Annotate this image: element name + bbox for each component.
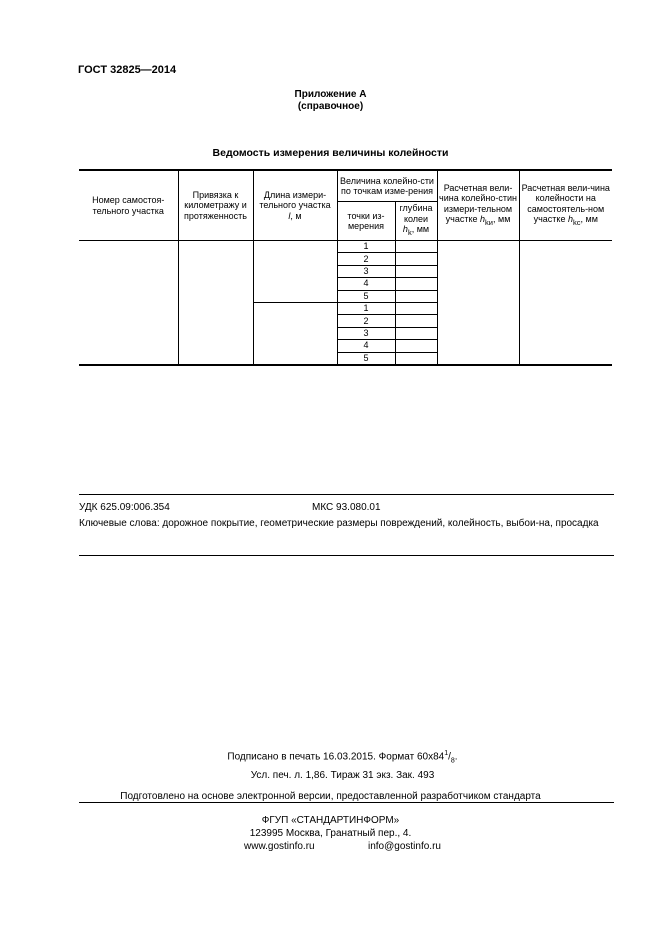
- email-link[interactable]: info@gostinfo.ru: [368, 841, 441, 852]
- depth-cell: [395, 302, 437, 314]
- standard-header: ГОСТ 32825—2014: [78, 64, 177, 76]
- col-header-depth: глубина колеи $h_k$, мм: [395, 202, 437, 241]
- mks-code: МКС 93.080.01: [312, 502, 381, 513]
- depth-cell: [395, 290, 437, 302]
- col-header-section-number: Номер самостоя-тельного участка: [79, 170, 178, 241]
- depth-cell: [395, 340, 437, 352]
- point-number: 3: [337, 327, 395, 339]
- udk-code: УДК 625.09:006.354: [79, 502, 170, 513]
- sheets-line: Усл. печ. л. 1,86. Тираж 31 экз. Зак. 493: [250, 770, 435, 781]
- point-number: 5: [337, 290, 395, 302]
- depth-cell: [395, 241, 437, 253]
- address: 123995 Москва, Гранатный пер., 4.: [249, 828, 412, 839]
- col-header-rut-group: Величина колейно-сти по точкам изме-рения: [337, 170, 437, 202]
- depth-cell: [395, 315, 437, 327]
- col-header-points: точки из-мерения: [337, 202, 395, 241]
- point-number: 2: [337, 315, 395, 327]
- cell-section-number: [79, 241, 178, 365]
- table-title: Ведомость измерения величины колейности: [212, 147, 449, 159]
- col-header-binding: Привязка к километражу и протяженность: [178, 170, 253, 241]
- depth-cell: [395, 265, 437, 277]
- depth-cell: [395, 327, 437, 339]
- measurement-table: [79, 169, 612, 366]
- point-number: 1: [337, 302, 395, 314]
- cell-length: [253, 302, 337, 364]
- point-number: 1: [337, 241, 395, 253]
- prepared-line: Подготовлено на основе электронной версии, предоставленной разработчиком стандарта: [120, 791, 541, 802]
- cell-binding: [178, 241, 253, 365]
- point-number: 2: [337, 253, 395, 265]
- signed-line: Подписано в печать 16.03.2015. Формат $60х84^1/_8$.: [227, 750, 458, 765]
- cell-calc-measuring: [437, 241, 519, 365]
- website-link[interactable]: www.gostinfo.ru: [244, 841, 315, 852]
- point-number: 5: [337, 352, 395, 365]
- publisher: ФГУП «СТАНДАРТИНФОРМ»: [261, 815, 400, 826]
- depth-cell: [395, 253, 437, 265]
- footer-divider-top: [79, 494, 614, 495]
- cell-calc-section: [519, 241, 612, 365]
- col-header-calc-measuring: Расчетная вели-чина колейно-стин измери-тельном участке $h_{kи}$, мм: [437, 170, 519, 241]
- footer-divider-bottom: [79, 555, 614, 556]
- col-header-calc-section: Расчетная вели-чина колейности на самостоятель-ном участке $h_{kс}$, мм: [519, 170, 612, 241]
- depth-cell: [395, 352, 437, 365]
- keywords: Ключевые слова: дорожное покрытие, геометрические размеры повреждений, колейность, выбои-на, просадка: [79, 518, 599, 529]
- imprint-divider: [79, 802, 614, 803]
- appendix-title: Приложение А: [294, 89, 367, 100]
- point-number: 4: [337, 278, 395, 290]
- point-number: 3: [337, 265, 395, 277]
- depth-cell: [395, 278, 437, 290]
- point-number: 4: [337, 340, 395, 352]
- appendix-subtitle: (справочное): [297, 101, 364, 112]
- col-header-length: Длина измери-тельного участка l, м: [253, 170, 337, 241]
- cell-length: [253, 241, 337, 303]
